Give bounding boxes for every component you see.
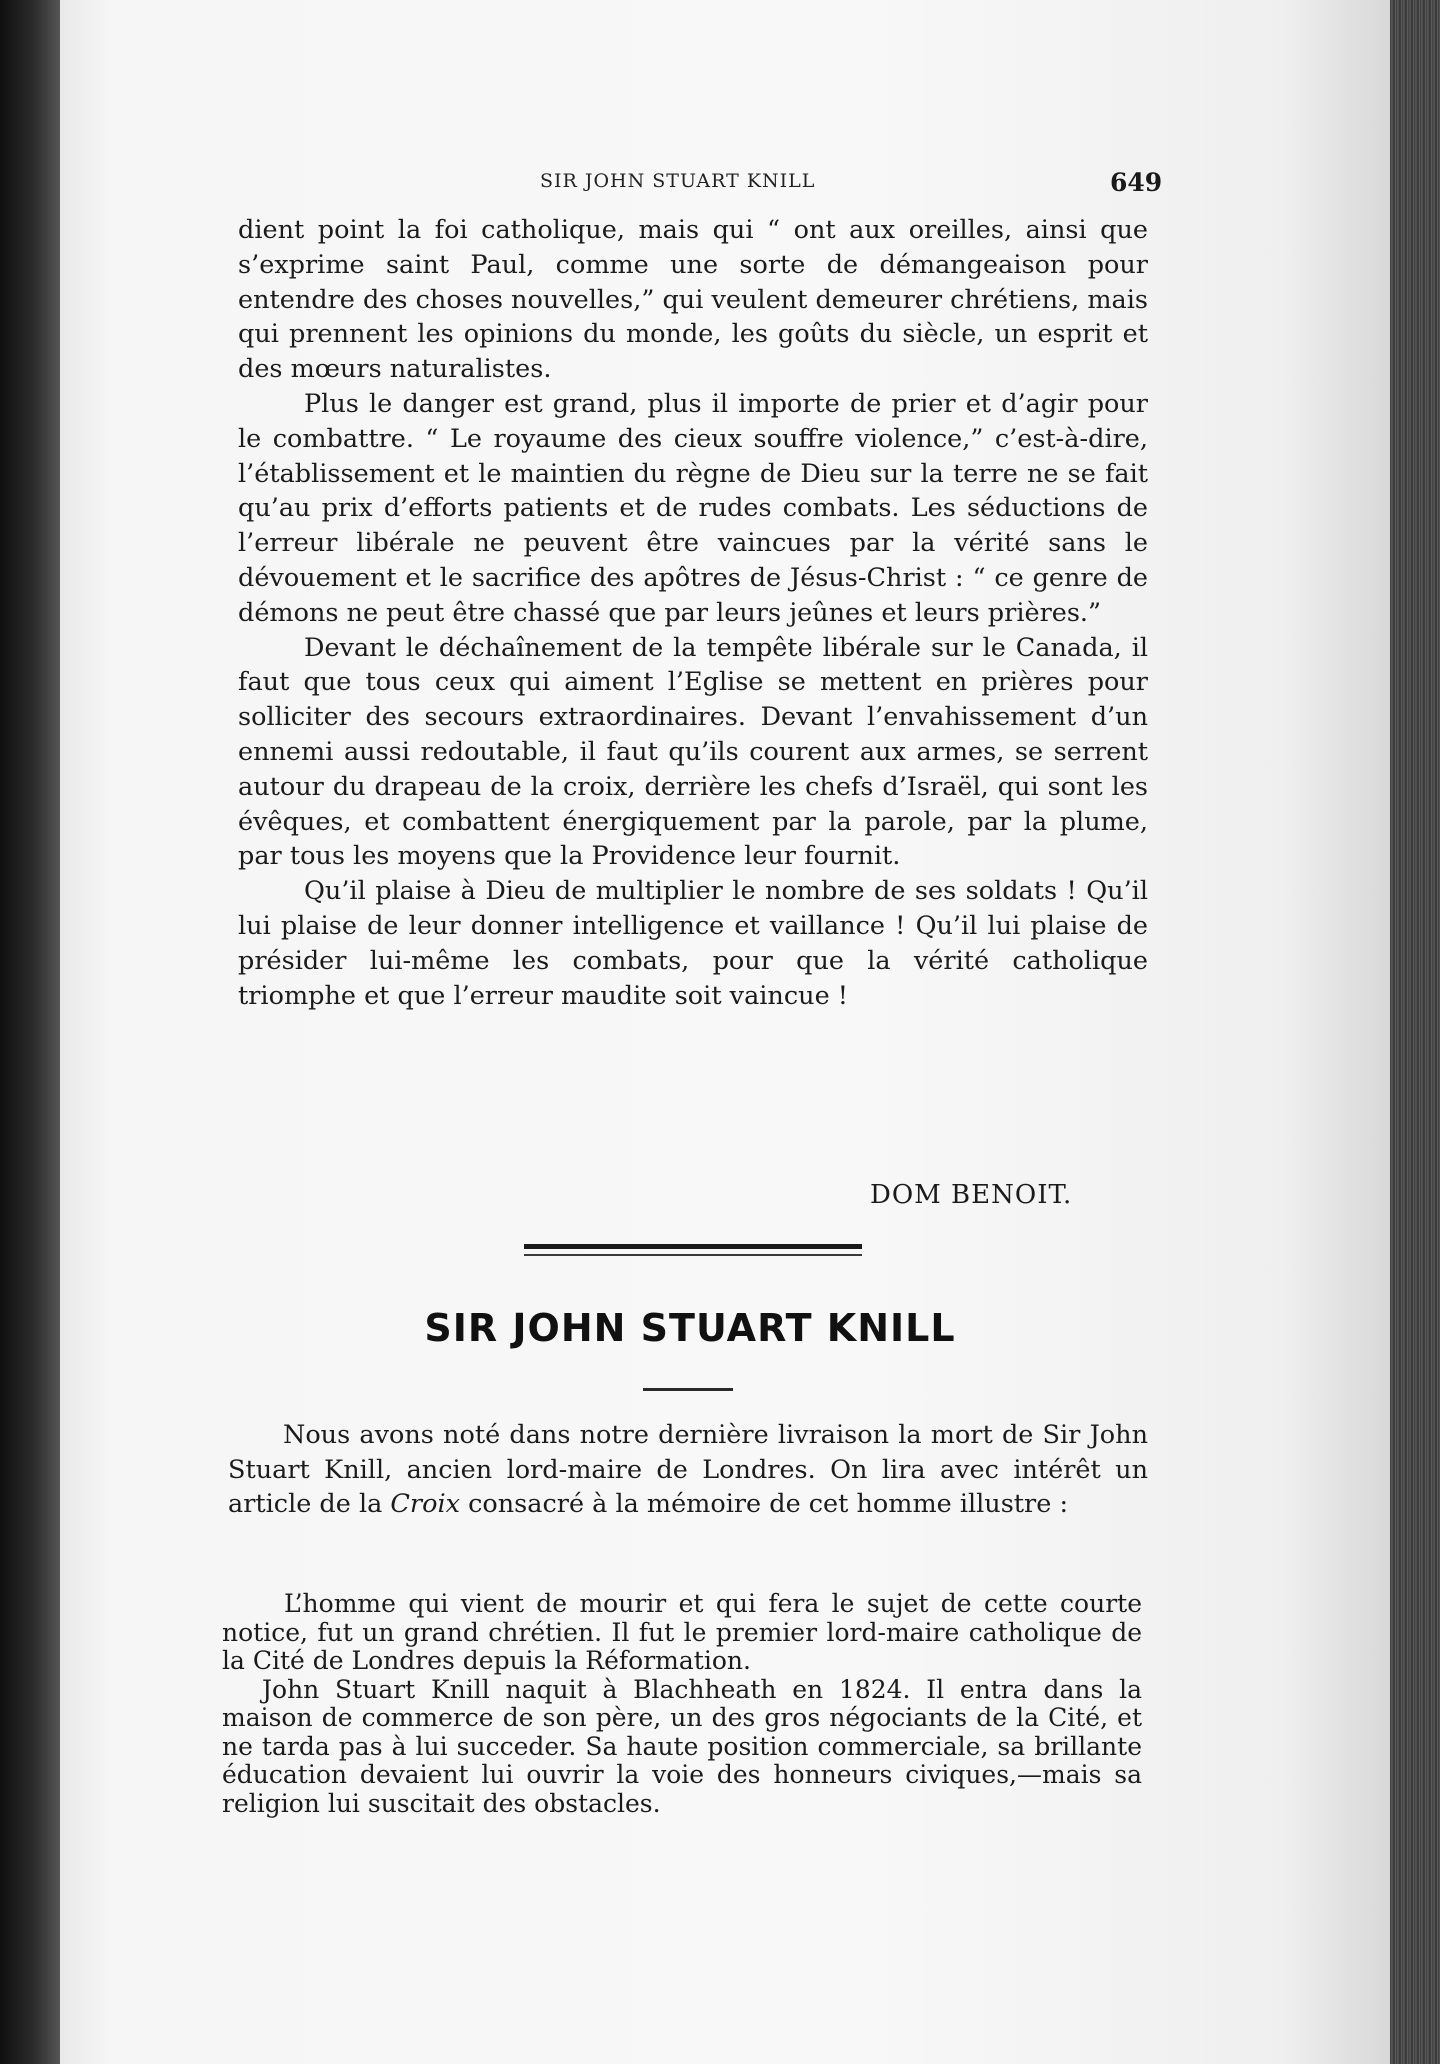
intro-text-end: consacré à la mémoire de cet homme illustre : — [460, 1489, 1069, 1519]
article-text — [222, 1590, 1142, 1818]
paragraph: dient point la foi catholique, mais qui “ ont aux oreilles, ainsi que s’exprime saint Paul, comme une sorte de démangeaison pour entendre des choses nouvelles,” qui veulent demeurer chrétiens, mais qui prennent les opinions du monde, les goûts du siècle, un esprit et des mœurs naturalistes. — [238, 215, 1148, 385]
paragraph: Qu’il plaise à Dieu de multiplier le nombre de ses soldats ! Qu’il lui plaise de leur donner intelligence et vaillance ! Qu’il lui plaise de présider lui-même les combats, pour que la vérité catholique triomphe et que l’erreur maudite soit vaincue ! — [238, 876, 1148, 1011]
paragraph: Devant le déchaînement de la tempête libérale sur le Canada, il faut que tous ceux qui aiment l’Eglise se mettent en prières pour solliciter des secours extraordinaires. Devant l’envahissement d’un ennemi aussi redoutable, il faut qu’ils courent aux armes, se serrent autour du drapeau de la croix, derrière les chefs d’Israël, qui sont les évêques, et combattent énergiquement par la parole, par la plume, par tous les moyens que la Providence leur fournit. — [238, 632, 1148, 872]
paragraph — [228, 1418, 1148, 1522]
book-binding-edge — [0, 0, 60, 2064]
publication-title: Croix — [390, 1489, 461, 1519]
section-divider — [524, 1244, 862, 1258]
intro-paragraph — [228, 1418, 1148, 1522]
paragraph: Plus le danger est grand, plus il importe de prier et d’agir pour le combattre. “ Le royaume des cieux souffre violence,” c’est-à-dire, l’établissement et le maintien du règne de Dieu sur la terre ne se fait qu’au prix d’efforts patients et de rudes combats. Les séductions de l’erreur libérale ne peuvent être vaincues par la vérité sans le dévouement et le sacrifice des apôtres de Jésus-Christ : “ ce genre de démons ne peut être chassé que par leurs jeûnes et leurs prières.” — [238, 388, 1148, 628]
continued-article-text — [238, 213, 1148, 1013]
title-underline — [643, 1388, 733, 1391]
page-edge-stack — [1390, 0, 1440, 2064]
section-title: SIR JOHN STUART KNILL — [424, 1306, 956, 1350]
paragraph: L’homme qui vient de mourir et qui fera le sujet de cette courte notice, fut un grand chrétien. Il fut le premier lord-maire catholique de la Cité de Londres depuis la Réformation. — [222, 1589, 1142, 1675]
page-number: 649 — [1110, 168, 1163, 197]
author-signature: DOM BENOIT. — [870, 1180, 1073, 1210]
running-head: SIR JOHN STUART KNILL — [540, 170, 816, 192]
divider-thin-line — [524, 1254, 862, 1256]
divider-thick-line — [524, 1244, 862, 1249]
paragraph: John Stuart Knill naquit à Blachheath en 1824. Il entra dans la maison de commerce de son père, un des gros négociants de la Cité, et ne tarda pas à lui succeder. Sa haute position commerciale, sa brillante éducation devaient lui ouvrir la voie des honneurs civiques,—mais sa religion lui suscitait des obstacles. — [222, 1674, 1142, 1818]
intro-text-start: Nous avons noté dans notre dernière livraison la mort de Sir John Stuart Knill, ancien lord-maire de Londres. On lira avec intérêt un article de la — [228, 1420, 1148, 1519]
